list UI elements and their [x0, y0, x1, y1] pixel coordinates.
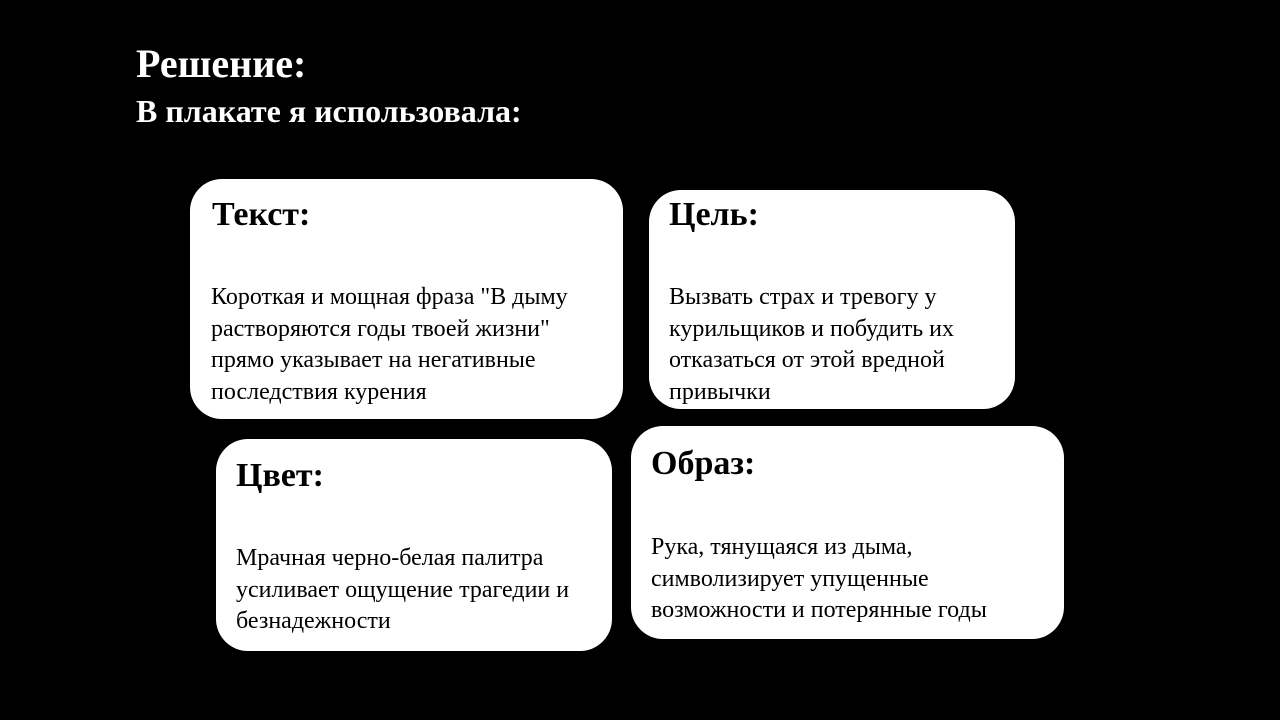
card-color	[216, 439, 612, 651]
card-heading: Образ:	[651, 445, 756, 482]
card-body: Мрачная черно-белая палитра усиливает ощущение трагедии и безнадежности	[236, 545, 570, 634]
card-body: Вызвать страх и тревогу у курильщиков и побудить их отказаться от этой вредной привычки	[669, 284, 954, 405]
card-heading: Текст:	[212, 196, 311, 233]
card-heading: Цель:	[669, 196, 759, 233]
slide-title: Решение:	[136, 41, 307, 86]
card-body: Короткая и мощная фраза "В дыму растворяются годы твоей жизни" прямо указывает на негативные последствия курения	[211, 284, 568, 405]
card-heading: Цвет:	[236, 457, 324, 494]
card-goal	[649, 190, 1015, 409]
card-body: Рука, тянущаяся из дыма, символизирует упущенные возможности и потерянные годы	[651, 534, 987, 623]
card-text	[190, 179, 623, 419]
card-image	[631, 426, 1064, 639]
slide-subtitle: В плакате я использовала:	[136, 93, 522, 129]
